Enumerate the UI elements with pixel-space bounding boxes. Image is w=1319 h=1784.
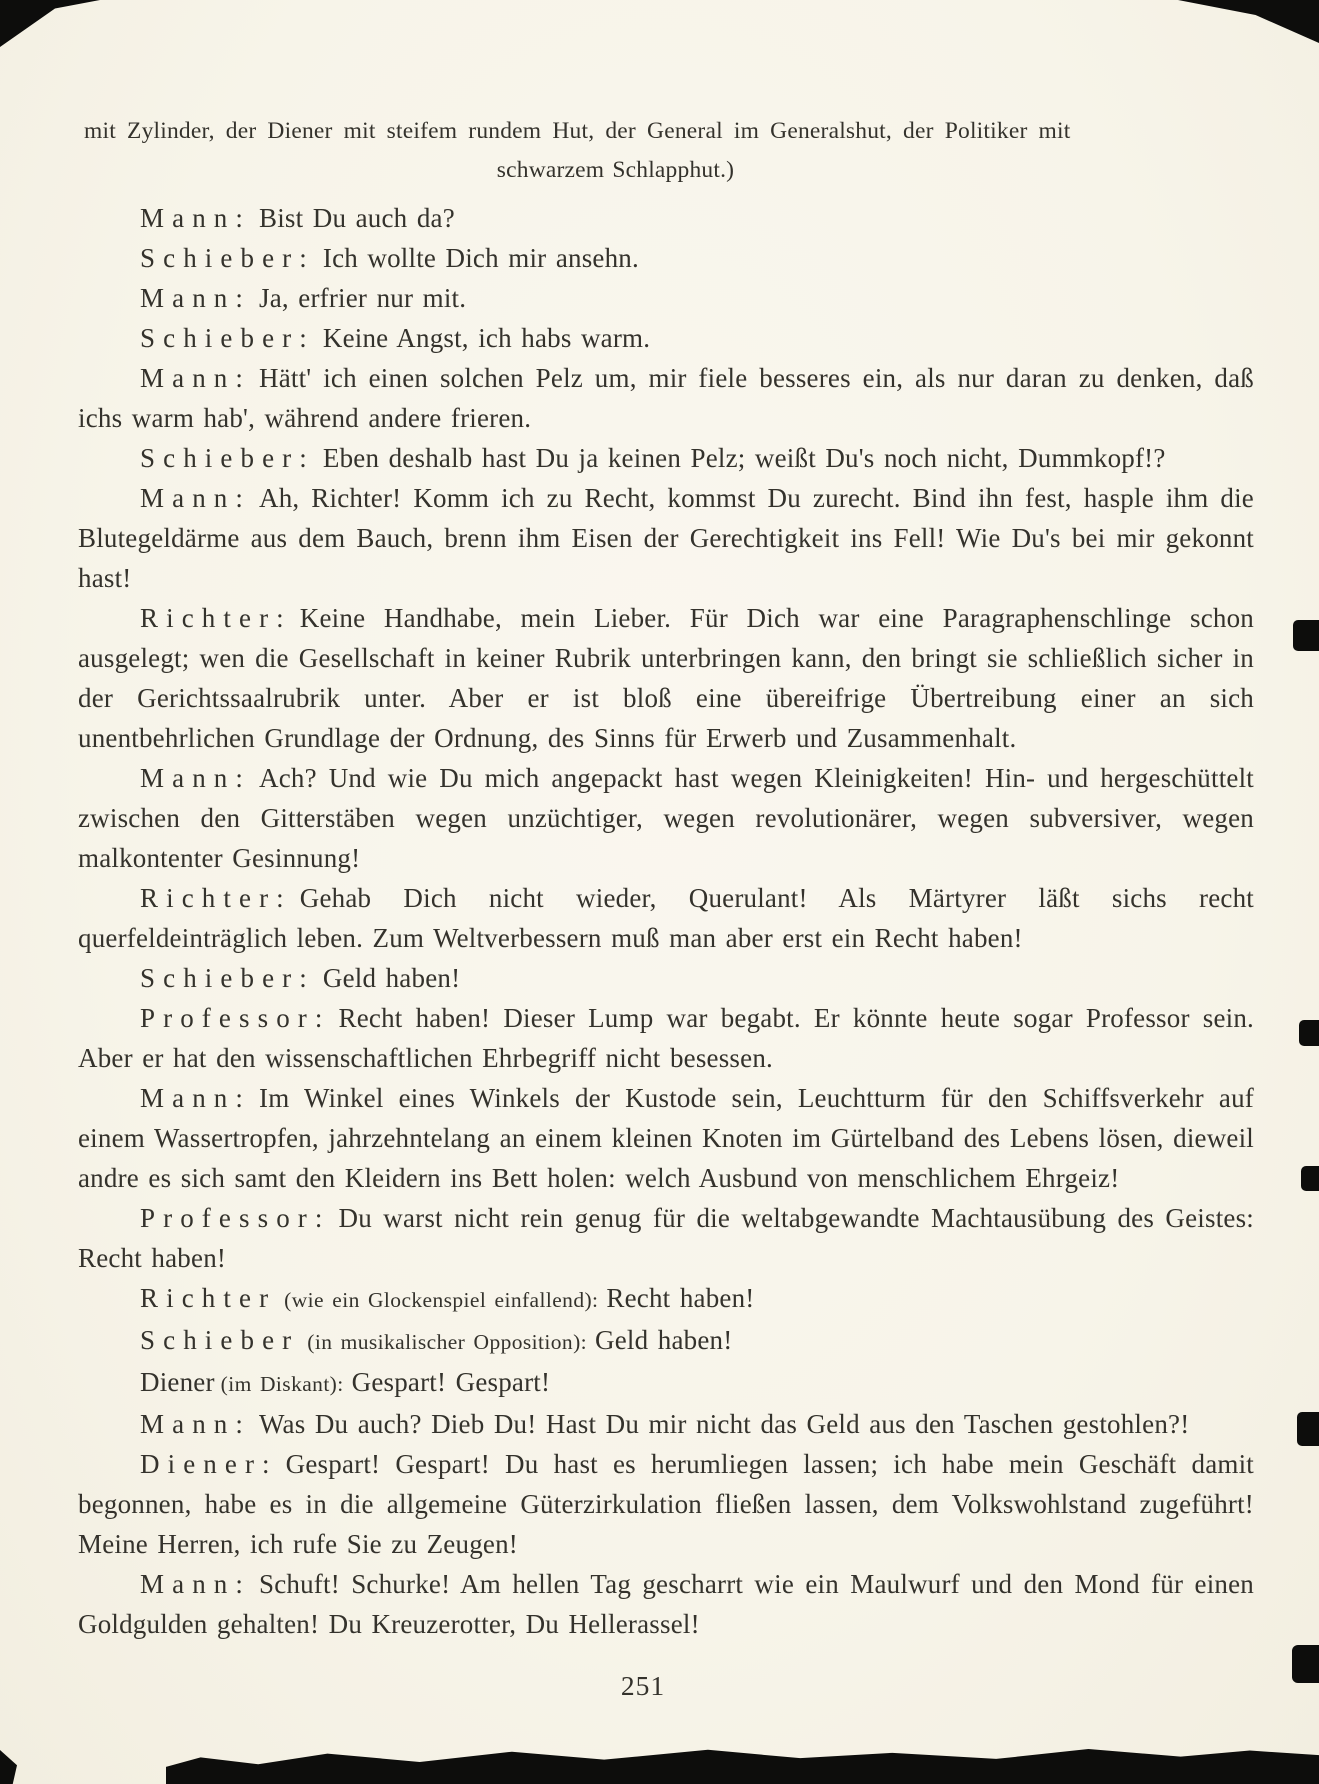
dialogue-text: Ich wollte Dich mir ansehn. <box>322 243 639 273</box>
dialogue-text: Bist Du auch da? <box>259 203 455 233</box>
dialogue-paragraph <box>78 1444 1254 1564</box>
speaker-name: Mann: <box>140 363 251 393</box>
dialogue-text: Ah, Richter! Komm ich zu Recht, kommst Du zurecht. Bind ihn fest, hasple ihm die Blutegeldärme aus dem Bauch, brenn ihm Eisen der Gerechtigkeit ins Fell! Wie Du's bei mir gekonnt hast! <box>78 483 1254 593</box>
dialogue-text: Gehab Dich nicht wieder, Querulant! Als Märtyrer läßt sichs recht querfeldeinträglich leben. Zum Weltverbessern muß man aber erst ein Recht haben! <box>78 883 1254 953</box>
dialogue-paragraph <box>78 878 1254 958</box>
dialogue-paragraph <box>78 758 1254 878</box>
speaker-name: Richter: <box>140 883 292 913</box>
scan-artifact-right-edge <box>1293 620 1319 651</box>
dialogue-paragraph <box>78 1078 1254 1198</box>
stage-note: (im Diskant): <box>220 1372 344 1396</box>
scan-artifact-top-left <box>0 0 100 47</box>
speaker-name: Mann: <box>140 483 251 513</box>
scan-artifact-right-edge <box>1299 1020 1319 1046</box>
scan-artifact-right-edge <box>1292 1645 1319 1683</box>
stage-note: (wie ein Glockenspiel einfallend): <box>284 1288 599 1312</box>
speaker-name: Mann: <box>140 1569 251 1599</box>
speaker-name: Mann: <box>140 1409 251 1439</box>
dialogue-text: Gespart! Gespart! Du hast es herumliegen lassen; ich habe mein Geschäft damit begonnen, habe es in die allgemeine Güterzirkulation fließen lassen, dem Volkswohlstand zugeführt! Meine Herren, ich rufe Sie zu Zeugen! <box>78 1449 1254 1559</box>
speaker-name: Schieber: <box>140 323 315 353</box>
dialogue-paragraph <box>78 478 1254 598</box>
speaker-name: Mann: <box>140 1083 251 1113</box>
dialogue-paragraph <box>78 1362 1254 1404</box>
text-block <box>78 112 1254 1702</box>
speaker-name: Professor: <box>140 1203 331 1233</box>
dialogue-paragraph <box>78 598 1254 758</box>
dialogue-paragraph <box>78 1198 1254 1278</box>
stage-note: (in musikalischer Opposition): <box>307 1330 588 1354</box>
dialogue-text: Gespart! Gespart! <box>351 1367 551 1397</box>
dialogue-paragraph <box>78 198 1254 238</box>
dialogue-text: Ach? Und wie Du mich angepackt hast wegen Kleinigkeiten! Hin- und hergeschüttelt zwischen den Gitterstäben wegen unzüchtiger, wegen revolutionärer, wegen subversiver, wegen malkontenter Gesinnung! <box>78 763 1254 873</box>
dialogue-paragraph <box>78 958 1254 998</box>
speaker-name: Mann: <box>140 283 251 313</box>
scan-artifact-right-edge <box>1297 1412 1319 1446</box>
speaker-name: Richter <box>140 1283 277 1313</box>
dialogue-paragraph <box>78 998 1254 1078</box>
dialogue-paragraph <box>78 1564 1254 1644</box>
dialogue-text: Eben deshalb hast Du ja keinen Pelz; weißt Du's noch nicht, Dummkopf!? <box>322 443 1166 473</box>
speaker-name: Schieber <box>140 1325 300 1355</box>
dialogue-text: Was Du auch? Dieb Du! Hast Du mir nicht das Geld aus den Taschen gestohlen?! <box>259 1409 1190 1439</box>
dialogue-paragraph <box>78 1278 1254 1320</box>
speaker-name: Mann: <box>140 203 251 233</box>
dialogue-paragraph <box>78 358 1254 438</box>
speaker-name: Diener <box>140 1367 215 1397</box>
dialogue-text: Du warst nicht rein genug für die weltabgewandte Machtausübung des Geistes: Recht haben! <box>78 1203 1254 1273</box>
dialogue-text: Geld haben! <box>595 1325 733 1355</box>
stage-direction-line: schwarzem Schlapphut.) <box>496 157 735 183</box>
dialogue-paragraph <box>78 238 1254 278</box>
speaker-name: Schieber: <box>140 443 315 473</box>
dialogue-paragraph <box>78 278 1254 318</box>
dialogue-text: Hätt' ich einen solchen Pelz um, mir fiele besseres ein, als nur daran zu denken, daß ichs warm hab', während andere frieren. <box>78 363 1254 433</box>
dialogue-text: Recht haben! Dieser Lump war begabt. Er könnte heute sogar Professor sein. Aber er hat den wissenschaftlichen Ehrbegriff nicht besessen. <box>78 1003 1254 1073</box>
dialogue-text: Ja, erfrier nur mit. <box>259 283 467 313</box>
speaker-name: Richter: <box>140 603 292 633</box>
stage-direction <box>78 112 1254 190</box>
dialogue-paragraph <box>78 1404 1254 1444</box>
scan-artifact-bottom-left <box>0 1750 17 1784</box>
dialogue-text: Geld haben! <box>322 963 461 993</box>
speaker-name: Mann: <box>140 763 251 793</box>
scan-artifact-right-edge <box>1301 1166 1319 1191</box>
page-number: 251 <box>620 1670 666 1701</box>
stage-direction-line: mit Zylinder, der Diener mit steifem rundem Hut, der General im Generalshut, der Politiker mit <box>84 118 1071 144</box>
dialogue-list <box>78 198 1254 1644</box>
dialogue-paragraph <box>78 318 1254 358</box>
dialogue-text: Keine Angst, ich habs warm. <box>322 323 651 353</box>
dialogue-text: Recht haben! <box>606 1283 755 1313</box>
scan-artifact-top-right <box>1178 0 1319 43</box>
speaker-name: Diener: <box>140 1449 278 1479</box>
scan-artifact-bottom-bar <box>166 1746 1319 1784</box>
dialogue-text: Schuft! Schurke! Am hellen Tag gescharrt wie ein Maulwurf und den Mond für einen Goldgulden gehalten! Du Kreuzerotter, Du Hellerassel! <box>78 1569 1254 1639</box>
dialogue-paragraph <box>78 438 1254 478</box>
dialogue-text: Keine Handhabe, mein Lieber. Für Dich war eine Paragraphenschlinge schon ausgelegt; wen die Gesellschaft in keiner Rubrik unterbringen kann, den bringt sie schließlich sicher in der Gerichtssaalrubrik unter. Aber er ist bloß eine übereifrige Übertreibung einer an sich unentbehrlichen Grundlage der Ordnung, des Sinns für Erwerb und Zusammenhalt. <box>78 603 1254 753</box>
speaker-name: Schieber: <box>140 243 315 273</box>
dialogue-text: Im Winkel eines Winkels der Kustode sein, Leuchtturm für den Schiffsverkehr auf einem Wassertropfen, jahrzehntelang an einem kleinen Knoten im Gürtelband des Lebens lösen, dieweil andre es sich samt den Kleidern ins Bett holen: welch Ausbund von menschlichem Ehrgeiz! <box>78 1083 1254 1193</box>
dialogue-paragraph <box>78 1320 1254 1362</box>
speaker-name: Professor: <box>140 1003 331 1033</box>
speaker-name: Schieber: <box>140 963 315 993</box>
